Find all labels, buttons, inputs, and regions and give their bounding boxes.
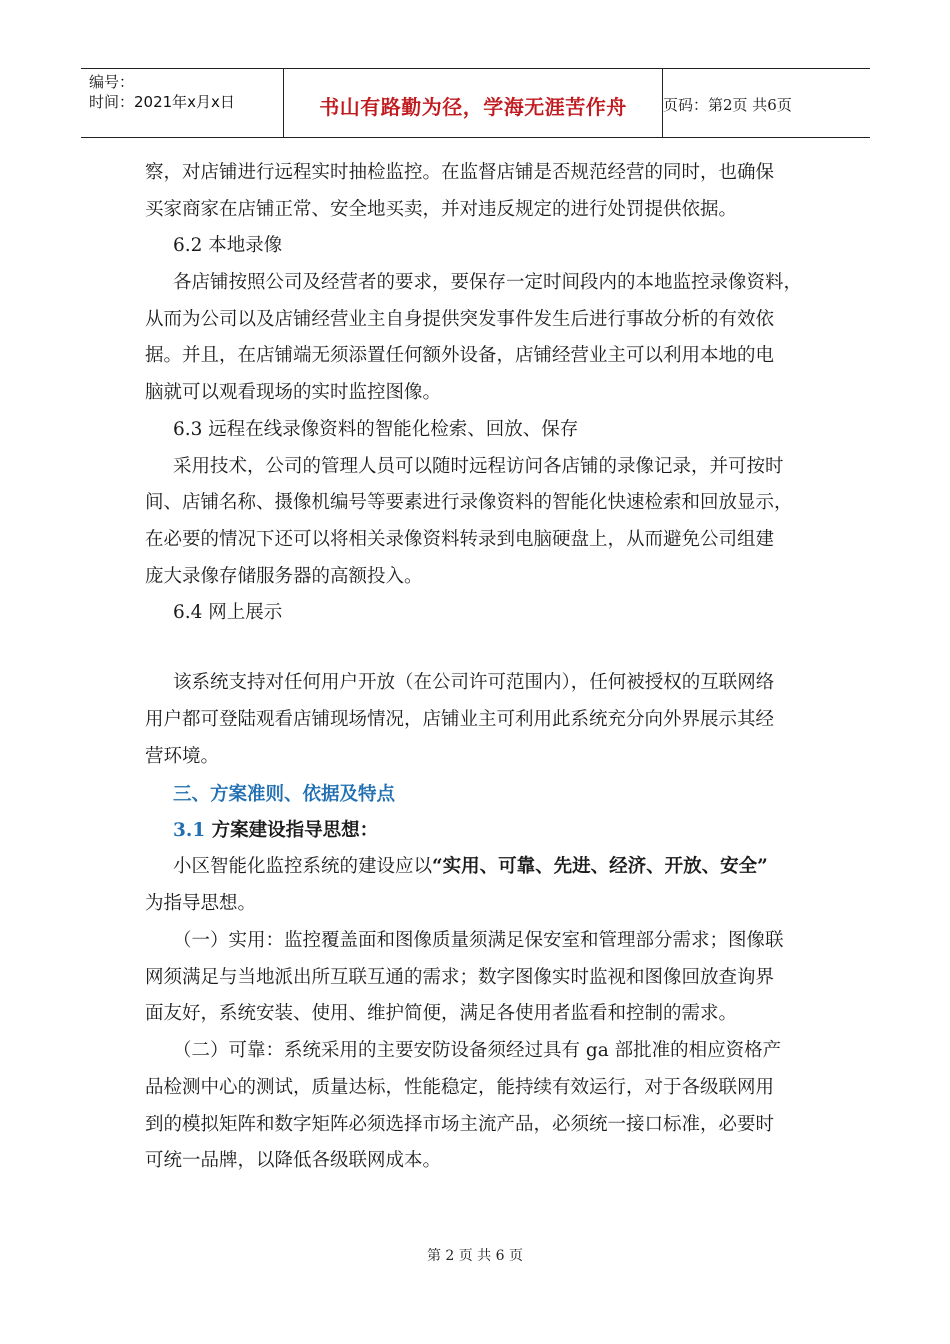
header-page-cell <box>663 69 870 137</box>
section-title: 方案建设指导思想： <box>205 820 379 841</box>
paragraph-line: 该系统支持对任何用户开放（在公司许可范围内），任何被授权的互联网络 <box>173 672 775 693</box>
paragraph-line: （二）可靠：系统采用的主要安防设备须经过具有 ga 部批准的相应资格产 <box>173 1040 782 1061</box>
paragraph-text: 小区智能化监控系统的建设应以 <box>173 856 433 877</box>
paragraph-line: 采用技术，公司的管理人员可以随时远程访问各店铺的录像记录，并可按时 <box>173 456 784 477</box>
section-heading-3-1 <box>173 818 378 844</box>
paragraph-line <box>173 854 768 880</box>
document-date-label: 时间：2021年x月x日 <box>89 93 235 111</box>
paragraph-line: 据。并且，在店铺端无须添置任何额外设备，店铺经营业主可以利用本地的电 <box>145 345 775 366</box>
paragraph-line: 网须满足与当地派出所互联互通的需求；数字图像实时监视和图像回放查询界 <box>145 967 775 988</box>
paragraph-line: 营环境。 <box>145 746 220 767</box>
chapter-heading-3: 三、方案准则、依据及特点 <box>173 784 396 805</box>
header-meta-cell <box>81 69 283 137</box>
paragraph-line: 用户都可登陆观看店铺现场情况，店铺业主可利用此系统充分向外界展示其经 <box>145 709 775 730</box>
header-page-info: 页码：第2页 共6页 <box>663 96 792 114</box>
section-heading-6-2: 6.2 本地录像 <box>173 235 283 256</box>
document-number-label: 编号： <box>89 73 135 91</box>
paragraph-line: 从而为公司以及店铺经营业主自身提供突发事件发生后进行事故分析的有效依 <box>145 309 775 330</box>
paragraph-line: 品检测中心的测试，质量达标，性能稳定，能持续有效运行，对于各级联网用 <box>145 1077 775 1098</box>
page-footer: 第 2 页 共 6 页 <box>426 1248 524 1264</box>
paragraph-line: 为指导思想。 <box>145 893 257 914</box>
section-number: 3.1 <box>173 820 206 841</box>
paragraph-line: 买家商家在店铺正常、安全地买卖，并对违反规定的进行处罚提供依据。 <box>145 199 738 220</box>
header-motto-cell <box>283 69 663 137</box>
paragraph-line: 在必要的情况下还可以将相关录像资料转录到电脑硬盘上，从而避免公司组建 <box>145 529 775 550</box>
section-heading-6-3: 6.3 远程在线录像资料的智能化检索、回放、保存 <box>173 419 579 440</box>
paragraph-line: 可统一品牌，以降低各级联网成本。 <box>145 1150 442 1171</box>
paragraph-line: 察，对店铺进行远程实时抽检监控。在监督店铺是否规范经营的同时，也确保 <box>145 162 775 183</box>
paragraph-line: 脑就可以观看现场的实时监控图像。 <box>145 382 442 403</box>
guiding-principles: “实用、可靠、先进、经济、开放、安全” <box>432 856 768 877</box>
header-table <box>81 68 870 138</box>
paragraph-line: 间、店铺名称、摄像机编号等要素进行录像资料的智能化快速检索和回放显示， <box>145 492 793 513</box>
header-motto: 书山有路勤为径，学海无涯苦作舟 <box>319 95 627 119</box>
paragraph-line: 到的模拟矩阵和数字矩阵必须选择市场主流产品，必须统一接口标准，必要时 <box>145 1114 775 1135</box>
paragraph-line: 面友好，系统安装、使用、维护简便，满足各使用者监看和控制的需求。 <box>145 1003 738 1024</box>
paragraph-line: 庞大录像存储服务器的高额投入。 <box>145 566 423 587</box>
section-heading-6-4: 6.4 网上展示 <box>173 602 283 623</box>
paragraph-line: （一）实用：监控覆盖面和图像质量须满足保安室和管理部分需求；图像联 <box>173 930 784 951</box>
paragraph-line: 各店铺按照公司及经营者的要求，要保存一定时间段内的本地监控录像资料， <box>173 272 803 293</box>
